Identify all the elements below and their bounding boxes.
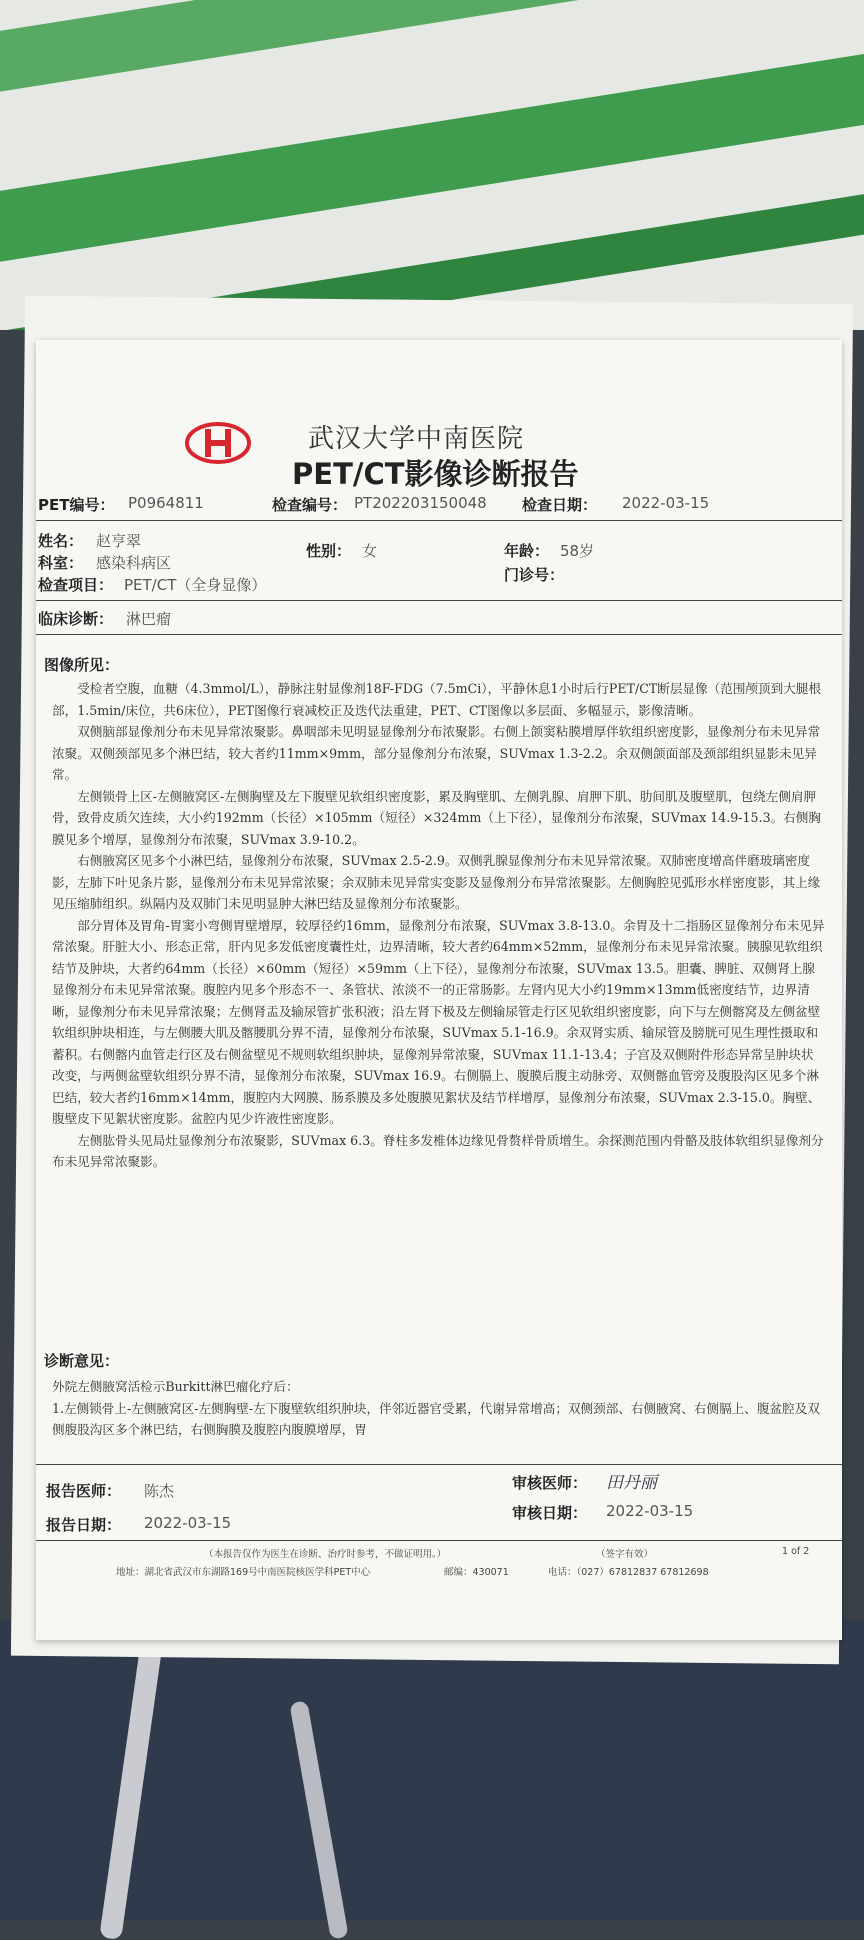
divider: [36, 520, 842, 521]
gender-label: 性别：: [306, 542, 352, 560]
exam-date-label: 检查日期：: [522, 496, 598, 514]
outpatient-label: 门诊号：: [504, 566, 565, 584]
exam-item-label: 检查项目：: [38, 576, 114, 594]
disclaimer: （本报告仅作为医生在诊断、治疗时参考，不做证明用。）: [204, 1549, 447, 1560]
report-date-label: 报告日期：: [46, 1516, 122, 1534]
exam-item: PET/CT（全身显像）: [124, 576, 267, 594]
clinical-label: 临床诊断：: [38, 610, 114, 628]
dept-label: 科室：: [38, 554, 84, 572]
exam-date: 2022-03-15: [622, 494, 710, 512]
pet-no-label: PET编号：: [38, 496, 115, 514]
reporter: 陈杰: [144, 1482, 175, 1500]
reporter-label: 报告医师：: [46, 1482, 122, 1500]
findings-paragraph: 左侧肱骨头见局灶显像剂分布浓聚影，SUVmax 6.3。脊柱多发椎体边缘见骨赘样骨质增生。余探测范围内骨骼及肢体软组织显像剂分布未见异常浓聚影。: [52, 1132, 824, 1169]
findings-paragraph: 受检者空腹，血糖（4.3mmol/L），静脉注射显像剂18F-FDG（7.5mCi），平静休息1小时后行PET/CT断层显像（范围颅顶到大腿根部，1.5min/床位，共6床位），PET图像行衰减校正及迭代法重建，PET、CT图像以多层面、多幅显示，影像清晰。: [52, 681, 821, 718]
dept: 感染科病区: [96, 554, 172, 572]
findings-paragraph: 部分胃体及胃角-胃窦小弯侧胃壁增厚，较厚径约16mm，显像剂分布浓聚，SUVmax 3.8-13.0。余胃及十二指肠区显像剂分布未见异常浓聚。肝脏大小、形态正常，肝内见多发低密度囊性灶，边界清晰，较大者约64mm×52mm，显像剂分布未见异常浓聚。胰腺见软组织结节及肿块，大者约64mm（长径）×60mm（短径）×59mm（上下径），显像剂分布浓聚，SUVmax 13.5。胆囊、脾脏、双侧肾上腺显像剂分布未见异常浓聚。腹腔内见多个形态不一、条管状、浓淡不一的正常肠影。左肾内见大小约19mm×13mm低密度结节，边界清晰，显像剂分布未见异常浓聚；左侧肾盂及输尿管扩张积液；沿左肾下极及左侧输尿管走行区见软组织密度影，向下与左侧髂窝及左侧盆壁软组织肿块相连，与左侧腰大肌及髂腰肌分界不清，显像剂分布浓聚，SUVmax 5.1-16.9。余双肾实质、输尿管及膀胱可见生理性摄取和蓄积。右侧髂内血管走行区及右侧盆壁见不规则软组织肿块，显像剂异常浓聚，SUVmax 11.1-13.4；子宫及双侧附件形态异常呈肿块状改变，与两侧盆壁软组织分界不清，显像剂分布浓聚，SUVmax 16.9。右侧膈上、腹膜后腹主动脉旁、双侧髂血管旁及腹股沟区见多个淋巴结，较大者约16mm×14mm，腹腔内大网膜、肠系膜及多处腹膜见絮状及结节样增厚，显像剂分布浓聚，SUVmax 2.3-15.0。胸壁、腹壁皮下见絮状密度影。盆腔内见少许液性密度影。: [52, 917, 825, 1126]
review-date-label: 审核日期：: [512, 1504, 588, 1522]
diagnosis-line: 1.左侧锁骨上-左侧腋窝区-左侧胸壁-左下腹壁软组织肿块，伴邻近器官受累，代谢异常增高；双侧颈部、右侧腋窝、右侧膈上、腹盆腔及双侧腹股沟区多个淋巴结，右侧胸膜及腹腔内腹膜增厚，胃: [52, 1400, 820, 1437]
findings-paragraph: 右侧腋窝区见多个小淋巴结，显像剂分布浓聚，SUVmax 2.5-2.9。双侧乳腺显像剂分布未见异常浓聚。双肺密度增高伴磨玻璃密度影，左肺下叶见条片影，显像剂分布未见异常浓聚；余双肺未见异常实变影及显像剂分布异常浓聚影。左侧胸腔见弧形水样密度影，其上缘见压缩肺组织。纵隔内及双肺门未见明显肿大淋巴结及显像剂分布浓聚影。: [52, 853, 821, 911]
exam-no: PT202203150048: [354, 494, 487, 512]
divider: [36, 634, 842, 635]
name-label: 姓名：: [38, 532, 84, 550]
patient-name: 赵亨翠: [96, 532, 142, 550]
exam-no-label: 检查编号：: [272, 496, 348, 514]
hospital-logo-icon: [184, 420, 252, 466]
findings-heading: 图像所见：: [44, 656, 120, 674]
postcode: 邮编：430071: [444, 1567, 509, 1578]
report-date: 2022-03-15: [144, 1514, 232, 1532]
patient-gender: 女: [362, 542, 378, 560]
divider: [36, 1540, 842, 1541]
patient-age: 58岁: [560, 542, 595, 560]
findings-paragraph: 左侧锁骨上区-左侧腋窝区-左侧胸壁及左下腹壁见软组织密度影，累及胸壁肌、左侧乳腺、肩胛下肌、肋间肌及腹壁肌，包绕左侧肩胛骨，致骨皮质欠连续，大小约192mm（长径）×105mm（短径）×324mm（上下径），显像剂分布浓聚，SUVmax 14.9-15.3。右侧胸膜见多个增厚，显像剂分布浓聚，SUVmax 3.9-10.2。: [52, 788, 821, 847]
reviewer-label: 审核医师：: [512, 1474, 588, 1492]
findings-body: [52, 678, 826, 1173]
age-label: 年龄：: [504, 542, 550, 560]
address: 地址：湖北省武汉市东湖路169号中南医院核医学科PET中心: [116, 1567, 371, 1578]
diagnosis-body: [52, 1376, 826, 1441]
clinical-diagnosis: 淋巴瘤: [126, 610, 172, 628]
findings-paragraph: 双侧脑部显像剂分布未见异常浓聚影。鼻咽部未见明显显像剂分布浓聚影。右侧上颌窦粘膜增厚伴软组织密度影，显像剂分布未见异常浓聚。双侧颈部见多个淋巴结，较大者约11mm×9mm，部分显像剂分布浓聚，SUVmax 1.3-2.2。余双侧颌面部及颈部组织显影未见异常。: [52, 724, 821, 782]
report-header: [36, 340, 842, 491]
signature-valid-note: （签字有效）: [596, 1549, 654, 1560]
report-page: [36, 340, 842, 1640]
report-title: PET/CT影像诊断报告: [292, 457, 579, 491]
diagnosis-heading: 诊断意见：: [44, 1352, 120, 1370]
review-date: 2022-03-15: [606, 1502, 694, 1520]
divider: [36, 600, 842, 601]
diagnosis-line: 外院左侧腋窝活检示Burkitt淋巴瘤化疗后：: [52, 1379, 299, 1394]
pet-no: P0964811: [128, 494, 204, 512]
background-bedsheet: [0, 0, 864, 330]
reviewer-signature: 田丹丽: [606, 1473, 657, 1493]
divider: [36, 1464, 842, 1465]
page-number: 1 of 2: [782, 1546, 810, 1557]
hospital-name: 武汉大学中南医院: [308, 424, 525, 454]
phone: 电话：（027）67812837 67812698: [548, 1567, 709, 1578]
